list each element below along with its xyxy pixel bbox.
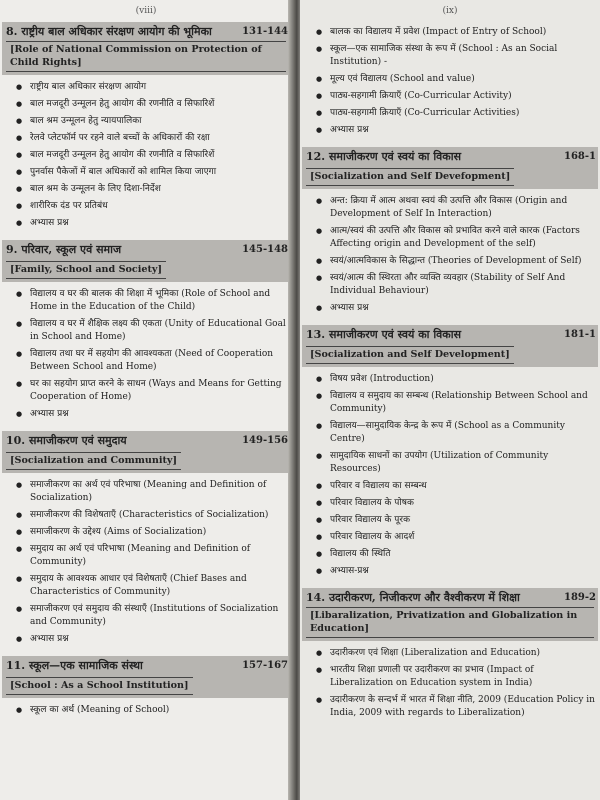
topic-item: ● रेलवे प्लेटफॉर्म पर रहने वाले बच्चों के अधिकारों की रक्षा (16, 132, 288, 145)
section-title: 11. स्कूल—एक सामाजिक संस्था (6, 659, 143, 672)
page-range: 131-144 (242, 26, 288, 37)
topic-list (0, 75, 292, 238)
topic-item: ● स्वयं/आत्म की स्थिरता और व्यक्ति व्यवहार (Stability of Self And Individual Behaviour) (316, 272, 596, 298)
topic-item: ● पुनर्वास पैकेजों में बाल अधिकारों को शामिल किया जाएगा (16, 166, 288, 179)
topic-item: ● मूल्य एवं विद्यालय (School and value) (316, 73, 596, 86)
topic-item: ● विद्यालय तथा घर में सहयोग की आवश्यकता (Need of Cooperation Between School and Home) (16, 348, 288, 374)
section-header (2, 656, 290, 698)
page-range: 189-2 (564, 592, 596, 603)
topic-item: ● समाजीकरण के उद्देश्य (Aims of Socialization) (16, 526, 288, 539)
topic-item: ● विद्यालय व घर में शैक्षिक लक्ष्य की एकता (Unity of Educational Goal in School and Home) (16, 318, 288, 344)
page-range: 168-1 (564, 151, 596, 162)
topic-item: ● सामुदायिक साधनों का उपयोग (Utilization of Community Resources) (316, 450, 596, 476)
toc-section (0, 240, 292, 429)
right-sections (300, 147, 600, 728)
topic-item: ● अभ्यास प्रश्न (16, 408, 288, 421)
toc-section (0, 431, 292, 654)
page-number: (ix) (442, 6, 458, 16)
topic-item: ● अभ्यास प्रश्न (16, 217, 288, 230)
topic-item: ● परिवार व विद्यालय का सम्बन्ध (316, 480, 596, 493)
topic-list (0, 282, 292, 429)
topic-item: ● परिवार विद्यालय के पोषक (316, 497, 596, 510)
topic-item: ● समुदाय का अर्थ एवं परिभाषा (Meaning and Definition of Community) (16, 543, 288, 569)
topic-item: ● भारतीय शिक्षा प्रणाली पर उदारीकरण का प्रभाव (Impact of Liberalization on Education system in India) (316, 664, 596, 690)
topic-item: ● बाल मजदूरी उन्मूलन हेतु आयोग की रणनीति व सिफारिशें (16, 149, 288, 162)
section-header (2, 22, 290, 75)
topic-item: ● बालक का विद्यालय में प्रवेश (Impact of Entry of School) (316, 26, 596, 39)
topic-list (0, 698, 292, 725)
topic-item: ● शारीरिक दंड पर प्रतिबंध (16, 200, 288, 213)
page-range: 149-156 (242, 435, 288, 446)
section-header (302, 588, 598, 641)
topic-list (300, 189, 600, 323)
topic-item: ● विद्यालय—सामुदायिक केन्द्र के रूप में (School as a Community Centre) (316, 420, 596, 446)
topic-item: ● पाठ्य-सहगामी क्रियाएँ (Co-Curricular Activities) (316, 107, 596, 120)
topic-item: ● परिवार विद्यालय के पूरक (316, 514, 596, 527)
section-english-title: [Family, School and Society] (6, 261, 166, 279)
toc-section (300, 147, 600, 323)
toc-section (300, 325, 600, 586)
toc-section (0, 22, 292, 238)
topic-item: ● अभ्यास प्रश्न (316, 302, 596, 315)
topic-list (0, 473, 292, 654)
left-page (0, 0, 292, 800)
section-header (302, 147, 598, 189)
section-title: 14. उदारीकरण, निजीकरण और वैश्वीकरण में शिक्षा (306, 591, 520, 604)
section-header (2, 240, 290, 282)
section-english-title: [Role of National Commission on Protection of Child Rights] (6, 41, 286, 72)
section-title: 10. समाजीकरण एवं समुदाय (6, 434, 127, 447)
topic-item: ● विद्यालय की स्थिति (316, 548, 596, 561)
topic-item: ● उदारीकरण के सन्दर्भ में भारत में शिक्षा नीति, 2009 (Education Policy in India, 2009 with regards to Liberalization) (316, 694, 596, 720)
section-title: 12. समाजीकरण एवं स्वयं का विकास (306, 150, 462, 163)
page-range: 145-148 (242, 244, 288, 255)
toc-section (0, 656, 292, 725)
topic-item: ● विद्यालय व समुदाय का सम्बन्ध (Relationship Between School and Community) (316, 390, 596, 416)
topic-item: ● बाल मजदूरी उन्मूलन हेतु आयोग की रणनीति व सिफारिशें (16, 98, 288, 111)
section-title: 8. राष्ट्रीय बाल अधिकार संरक्षण आयोग की भूमिका (6, 25, 212, 38)
topic-list (300, 641, 600, 728)
page-range: 181-1 (564, 329, 596, 340)
topic-item: ● अन्त: क्रिया में आत्म अथवा स्वयं की उत्पत्ति और विकास (Origin and Development of Self In Interaction) (316, 195, 596, 221)
page-range: 157-167 (242, 660, 288, 671)
topic-item: ● परिवार विद्यालय के आदर्श (316, 531, 596, 544)
topic-list (300, 367, 600, 586)
section-header (2, 431, 290, 473)
topic-item: ● उदारीकरण एवं शिक्षा (Liberalization and Education) (316, 647, 596, 660)
section-english-title: [Socialization and Self Devefopment] (306, 168, 514, 186)
topic-item: ● स्वयं/आत्मविकास के सिद्धान्त (Theories of Development of Self) (316, 255, 596, 268)
left-sections (0, 22, 292, 725)
page-number: (viii) (135, 6, 157, 16)
section-title: 9. परिवार, स्कूल एवं समाज (6, 243, 122, 256)
topic-item: ● घर का सहयोग प्राप्त करने के साधन (Ways and Means for Getting Cooperation of Home) (16, 378, 288, 404)
continued-item-list (300, 20, 600, 145)
topic-item: ● समाजीकरण का अर्थ एवं परिभाषा (Meaning and Definition of Socialization) (16, 479, 288, 505)
topic-item: ● राष्ट्रीय बाल अधिकार संरक्षण आयोग (16, 81, 288, 94)
topic-item: ● अभ्यास प्रश्न (16, 633, 288, 646)
section-english-title: [School : As a School Institution] (6, 677, 193, 695)
section-english-title: [Socialization and Self Development] (306, 346, 514, 364)
section-title: 13. समाजीकरण एवं स्वयं का विकास (306, 328, 462, 341)
topic-item: ● आत्म/स्वयं की उत्पत्ति और विकास को प्रभावित करने वाले कारक (Factors Affecting origin and Development of the self) (316, 225, 596, 251)
topic-item: ● बाल श्रम के उन्मूलन के लिए दिशा-निर्देश (16, 183, 288, 196)
topic-item: ● विद्यालय व घर की बालक की शिक्षा में भूमिका (Role of School and Home in the Education of the Child) (16, 288, 288, 314)
topic-item: ● पाठ्य-सहगामी क्रियाएँ (Co-Curricular Activity) (316, 90, 596, 103)
section-english-title: [Libaralization, Privatization and Globalization in Education] (306, 607, 594, 638)
toc-section (300, 588, 600, 728)
topic-item: ● समुदाय के आवश्यक आधार एवं विशेषताएँ (Chief Bases and Characteristics of Community) (16, 573, 288, 599)
topic-item: ● बाल श्रम उन्मूलन हेतु न्यायपालिका (16, 115, 288, 128)
topic-item: ● विषय प्रवेश (Introduction) (316, 373, 596, 386)
topic-item: ● स्कूल—एक सामाजिक संस्था के रूप में (School : As an Social Institution) - (316, 43, 596, 69)
section-header (302, 325, 598, 367)
topic-item: ● स्कूल का अर्थ (Meaning of School) (16, 704, 288, 717)
right-page (300, 0, 600, 800)
topic-item: ● समाजीकरण की विशेषताएँ (Characteristics of Socialization) (16, 509, 288, 522)
topic-item: ● समाजीकरण एवं समुदाय की संस्थाएँ (Institutions of Socialization and Community) (16, 603, 288, 629)
section-english-title: [Socialization and Community] (6, 452, 181, 470)
topic-item: ● अभ्यास प्रश्न (316, 124, 596, 137)
topic-item: ● अभ्यास-प्रश्न (316, 565, 596, 578)
